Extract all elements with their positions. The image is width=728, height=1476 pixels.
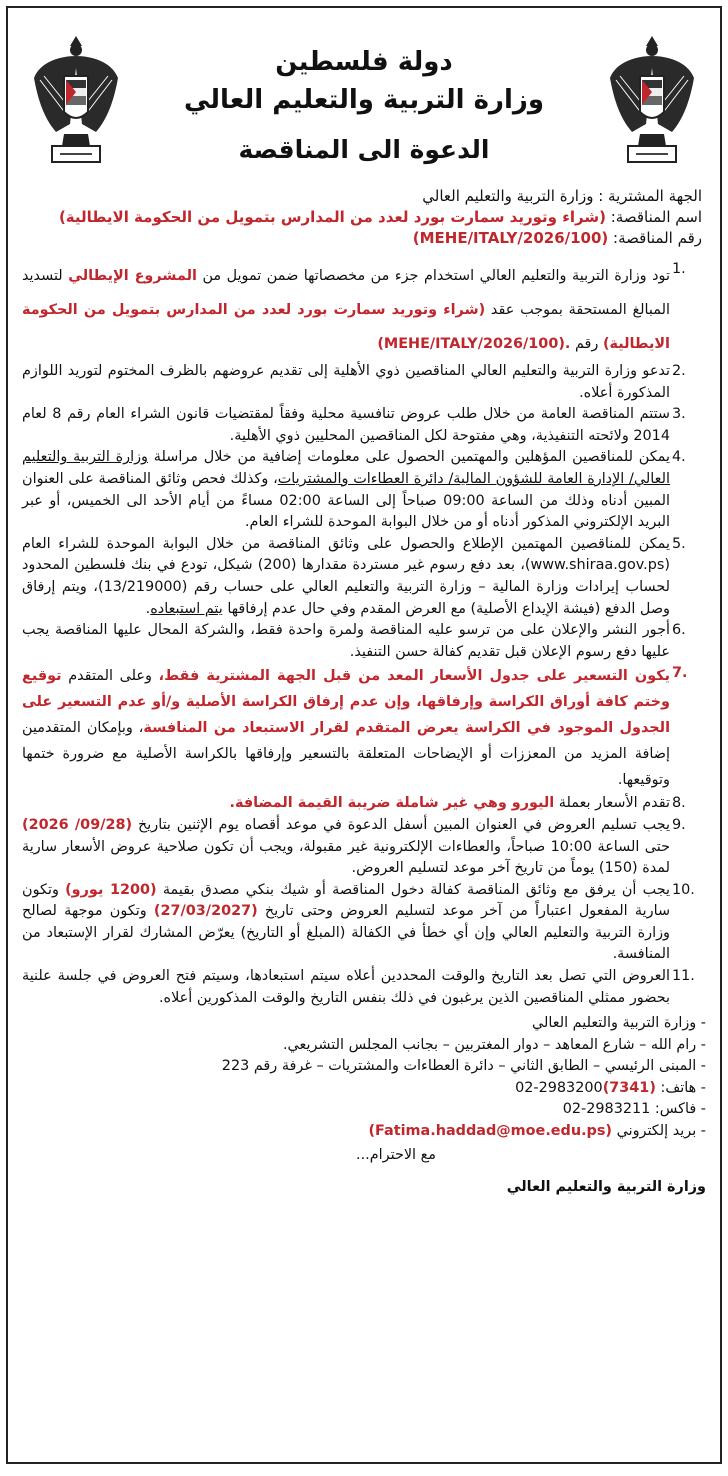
tender-name: (شراء وتوريد سمارت بورد لعدد من المدارس بتمويل من الحكومة الايطالية) [58, 208, 606, 226]
clause-number: 6. [672, 622, 686, 639]
contact-email [22, 1121, 706, 1143]
header [22, 8, 706, 170]
clause-10-amount: (1200 يورو) [65, 881, 157, 898]
clause-1 [22, 259, 706, 361]
tender-info [22, 186, 706, 249]
clause-7-text-b: وعلى المتقدم [61, 668, 159, 685]
tender-number-label: رقم المناقصة: [608, 229, 702, 247]
fax-label: فاكس: [650, 1101, 697, 1118]
contact-phone [22, 1078, 706, 1100]
page-title: الدعوة الى المناقصة [238, 135, 490, 164]
palestine-emblem-icon [606, 28, 698, 168]
clause-2 [22, 361, 706, 404]
clause-3 [22, 404, 706, 447]
clauses-list [22, 259, 706, 1009]
fax-number: 02-2983211 [562, 1101, 651, 1118]
contact-address: - رام الله – شارع المعاهد – دوار المغتربين – بجانب المجلس التشريعي. [22, 1035, 706, 1057]
regards: مع الاحترام... [356, 1147, 436, 1164]
clause-text [22, 793, 670, 815]
clause-text [22, 447, 670, 533]
email-label: بريد إلكتروني [612, 1122, 697, 1139]
clause-5-excluded: يتم استبعاده [150, 600, 223, 617]
clause-8-currency: اليورو وهي غير شاملة ضريبة القيمة المضافة. [229, 795, 555, 812]
email-address[interactable]: (Fatima.haddad@moe.edu.ps) [368, 1122, 612, 1139]
contact-block [22, 1013, 706, 1142]
clause-7-requirement: توقيع وختم كافة أوراق الكراسة وإرفاقها، وإن عدم إرفاق الكراسة الأصلية و/أو عدم التسعير على الجدول الموجود في الكراسة يعرض المتقدم لقرار الاستبعاد من المنافسة [22, 668, 670, 737]
clause-number: 3. [672, 406, 686, 423]
tender-number: (MEHE/ITALY/2026/100) [412, 229, 609, 247]
clause-number: 9. [672, 816, 686, 833]
clause-1-text-e: رقم [570, 336, 603, 352]
clause-11 [22, 966, 706, 1009]
clause-10 [22, 880, 706, 966]
contact-building: - المبنى الرئيسي – الطابق الثاني – دائرة العطاءات والمشتريات – غرفة رقم 223 [22, 1056, 706, 1078]
clause-7 [22, 663, 706, 793]
ministry-name: وزارة التربية والتعليم العالي [183, 85, 545, 115]
clause-text [22, 815, 670, 880]
phone-number: 02-2983200 [515, 1079, 603, 1096]
tender-name-line [22, 207, 702, 228]
contact-ministry: - وزارة التربية والتعليم العالي [22, 1013, 706, 1035]
clause-8 [22, 793, 706, 815]
clause-9 [22, 815, 706, 880]
clause-10-text-e: وتكون موجهة لصالح وزارة التربية والتعليم العالي وإن أي خطأ في الكفالة (المبلغ أو التاريخ) يعرّض المشارك لقرار الإستبعاد من المنافسة. [22, 903, 670, 963]
phone-label: هاتف: [655, 1079, 697, 1096]
clause-number: 7. [672, 665, 688, 682]
tender-number-line [22, 228, 702, 249]
clause-1-text-c: لتسديد المبالغ المستحقة بموجب عقد [22, 268, 670, 318]
clause-text [22, 534, 670, 620]
clause-4 [22, 447, 706, 533]
buyer-line: الجهة المشترية : وزارة التربية والتعليم العالي [422, 187, 702, 205]
clause-7-pricing: يكون التسعير على جدول الأسعار المعد من قبل الجهة المشترية فقط، [158, 668, 670, 685]
signature: وزارة التربية والتعليم العالي [506, 1179, 706, 1196]
clause-text [22, 259, 670, 361]
clause-text [22, 880, 670, 966]
clause-1-text-a: تود وزارة التربية والتعليم العالي استخدام جزء من مخصصاتها ضمن تمويل من [196, 268, 670, 284]
tender-name-label: اسم المناقصة: [605, 208, 702, 226]
country-name: دولة فلسطين [275, 47, 453, 77]
clause-text: العروض التي تصل بعد التاريخ والوقت المحددين أعلاه سيتم استبعادها، وسيتم فتح العروض في جلسة علنية بحضور ممثلي المناقصين الذين يرغبون في ذلك بنفس التاريخ والوقت المذكورين أعلاه. [22, 968, 670, 1006]
clause-9-date: (2026 /09/28) [22, 816, 133, 833]
clause-number: 5. [672, 535, 686, 552]
phone-extension: (7341) [602, 1079, 656, 1096]
clause-7-text-d: ، وبإمكان المتقدمين إضافة المزيد من المعززات أو الإيضاحات المتعلقة بالتسعير وإرفاقها بالكراسة الأصلية مع ضرورة ختمها وتوقيعها. [22, 720, 670, 789]
clause-number: 1. [672, 261, 686, 277]
clause-1-number: (MEHE/ITALY/2026/100). [377, 336, 571, 352]
tender-notice [6, 6, 722, 1464]
palestine-emblem-icon [30, 28, 122, 168]
clause-1-project: المشروع الإيطالي [68, 268, 197, 284]
clause-9-text-a: يجب تسليم العروض في العنوان المبين أسفل الدعوة في موعد أقصاه يوم الإثنين بتاريخ [132, 816, 670, 833]
clause-text [22, 663, 670, 793]
clause-10-text-a: يجب أن يرفق مع وثائق المناقصة كفالة دخول المناقصة أو شيك بنكي مصدق بقيمة [156, 881, 671, 898]
clause-9-text-c: حتى الساعة 10:00 صباحاً، والعطاءات الإلكترونية غير مقبولة، ويجب أن تكون صلاحية عروض الأسعار سارية لمدة (150) يوماً من تاريخ آخر موعد لتسليم العروض. [22, 838, 671, 877]
clause-4-text-c: ، وكذلك فحص وثائق المناقصة على العنوان المبين أدناه وذلك من الساعة 09:00 صباحاً إلى الساعة 02:00 مساءً من أيام الأحد الى الخميس، أو عبر البريد الإلكتروني المذكور أدناه أو من خلال البوابة الموحدة للشراء العام. [22, 470, 670, 531]
clause-10-text-c: وتكون سارية المفعول اعتباراً من آخر موعد لتسليم العروض وحتى تاريخ [22, 881, 671, 920]
clause-number: 10. [672, 881, 695, 898]
clause-4-department: وزارة التربية والتعليم العالي/ الإدارة العامة للشؤون المالية/ دائرة العطاءات والمشتريات [22, 449, 670, 487]
clause-text: أجور النشر والإعلان على من ترسو عليه المناقصة ولمرة واحدة فقط، والشركة المحال عليها المناقصة يجب عليها دفع رسوم الإعلان قبل تقديم كفالة حسن التنفيذ. [22, 622, 670, 660]
clause-6 [22, 620, 706, 663]
contact-fax [22, 1099, 706, 1121]
clause-5 [22, 534, 706, 620]
clause-number: 11. [672, 968, 695, 985]
clause-1-contract: (شراء وتوريد سمارت بورد لعدد من المدارس بتمويل من الحكومة الايطالية) [22, 302, 670, 352]
clause-4-text-a: يمكن للمناقصين المؤهلين والمهتمين الحصول على معلومات إضافية من خلال مراسلة [148, 449, 670, 466]
clause-5-text-a: يمكن للمناقصين المهتمين الإطلاع والحصول على وثائق المناقصة من خلال البوابة الموحدة للشراء العام (www.shiraa.gov.ps)، بعد دفع رسوم غير مستردة مقدارها (200) شيكل، تودع في بنك فلسطين المحدود لحساب إيرادات وزارة المالية – وزارة التربية والتعليم العالي على حساب رقم (13/219000)، ويتم إرفاق وصل الدفع (فيشة الإيداع الأصلية) مع العرض المقدم وفي حال عدم إرفاقها [22, 535, 670, 617]
clause-5-text-c: . [145, 600, 151, 617]
clause-8-text-a: تقدم الأسعار بعملة [554, 795, 670, 812]
clause-number: 8. [672, 795, 686, 812]
clause-number: 2. [672, 363, 686, 379]
clause-text: تدعو وزارة التربية والتعليم العالي المناقصين ذوي الأهلية إلى تقديم عروضهم بالظرف المختوم لتوريد اللوازم المذكورة أعلاه. [22, 363, 670, 401]
clause-10-date: (27/03/2027) [153, 903, 258, 920]
clause-text: ستتم المناقصة العامة من خلال طلب عروض تنافسية محلية وفقاً لمقتضيات قانون الشراء العام رقم 8 لعام 2014 ولائحته التنفيذية، وهي مفتوحة لكل المناقصين المحليين ذوي الأهلية. [22, 406, 670, 444]
clause-number: 4. [672, 449, 686, 466]
